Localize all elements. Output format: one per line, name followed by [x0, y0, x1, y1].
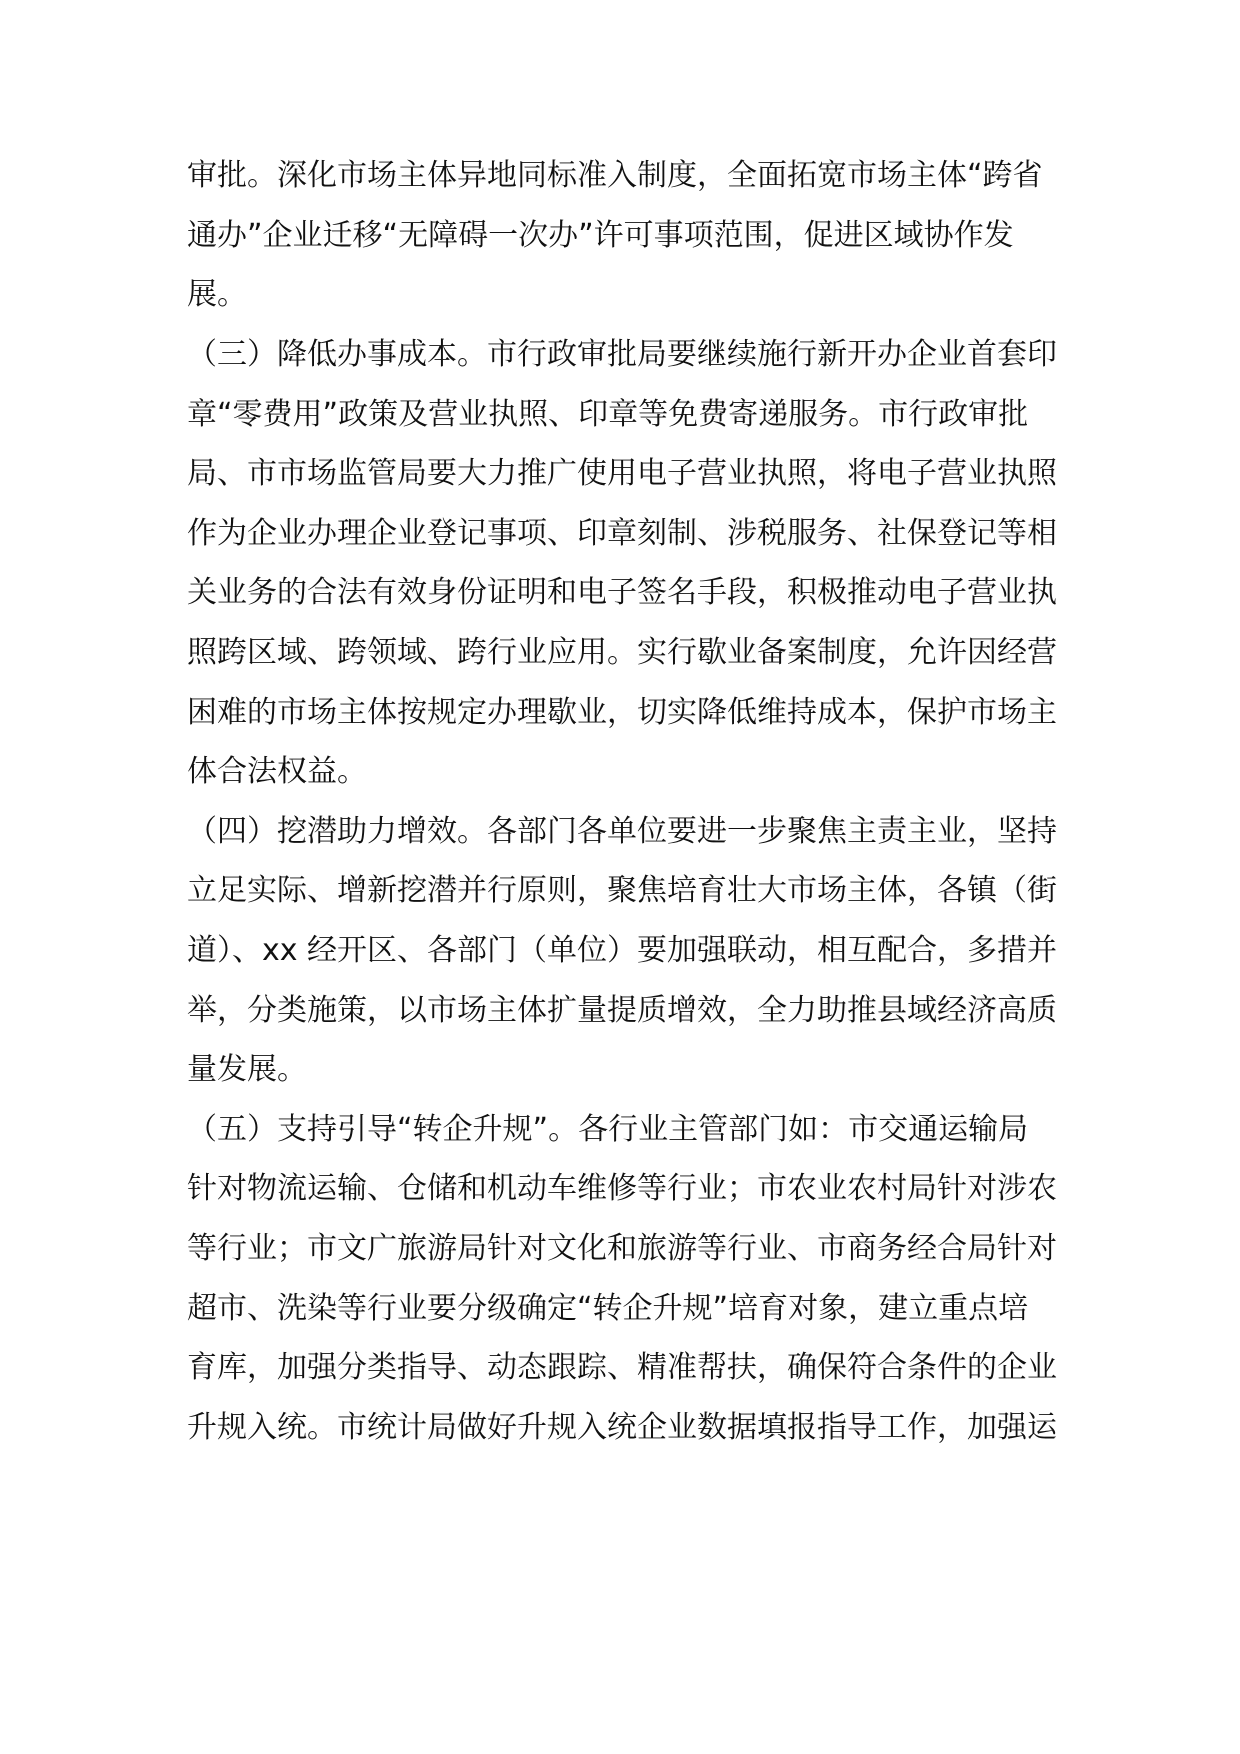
text-line: 针对物流运输、仓储和机动车维修等行业；市农业农村局针对涉农: [187, 1171, 1057, 1206]
text-line: 通办”企业迁移“无障碍一次办”许可事项范围，促进区域协作发: [187, 218, 1014, 253]
text-line: 作为企业办理企业登记事项、印章刻制、涉税服务、社保登记等相: [187, 516, 1057, 551]
text-line: 照跨区域、跨领域、跨行业应用。实行歇业备案制度，允许因经营: [187, 635, 1057, 670]
text-line: 展。: [187, 277, 247, 312]
text-line: 超市、洗染等行业要分级确定“转企升规”培育对象，建立重点培: [187, 1291, 1029, 1326]
text-line: 升规入统。市统计局做好升规入统企业数据填报指导工作，加强运: [187, 1410, 1057, 1445]
text-line: 章“零费用”政策及营业执照、印章等免费寄递服务。市行政审批: [187, 397, 1029, 432]
text-line: 立足实际、增新挖潜并行原则，聚焦培育壮大市场主体，各镇（街: [187, 873, 1057, 908]
text-line: 体合法权益。: [187, 754, 367, 789]
text-line: （四）挖潜助力增效。各部门各单位要进一步聚焦主责主业，坚持: [187, 814, 1057, 849]
text-line: 局、市市场监管局要大力推广使用电子营业执照，将电子营业执照: [187, 456, 1057, 491]
text-line: 举，分类施策，以市场主体扩量提质增效，全力助推县域经济高质: [187, 993, 1057, 1028]
text-line: 关业务的合法有效身份证明和电子签名手段，积极推动电子营业执: [187, 575, 1057, 610]
text-line: （三）降低办事成本。市行政审批局要继续施行新开办企业首套印: [187, 337, 1057, 372]
text-line: 道）、xx 经开区、各部门（单位）要加强联动，相互配合，多措并: [187, 933, 1058, 968]
text-line: 量发展。: [187, 1052, 307, 1087]
text-line: 审批。深化市场主体异地同标准入制度，全面拓宽市场主体“跨省: [187, 158, 1043, 193]
text-line: 等行业；市文广旅游局针对文化和旅游等行业、市商务经合局针对: [187, 1231, 1057, 1266]
text-line: （五）支持引导“转企升规”。各行业主管部门如：市交通运输局: [187, 1112, 1029, 1147]
text-line: 育库，加强分类指导、动态跟踪、精准帮扶，确保符合条件的企业: [187, 1350, 1057, 1385]
text-line: 困难的市场主体按规定办理歇业，切实降低维持成本，保护市场主: [187, 695, 1057, 730]
